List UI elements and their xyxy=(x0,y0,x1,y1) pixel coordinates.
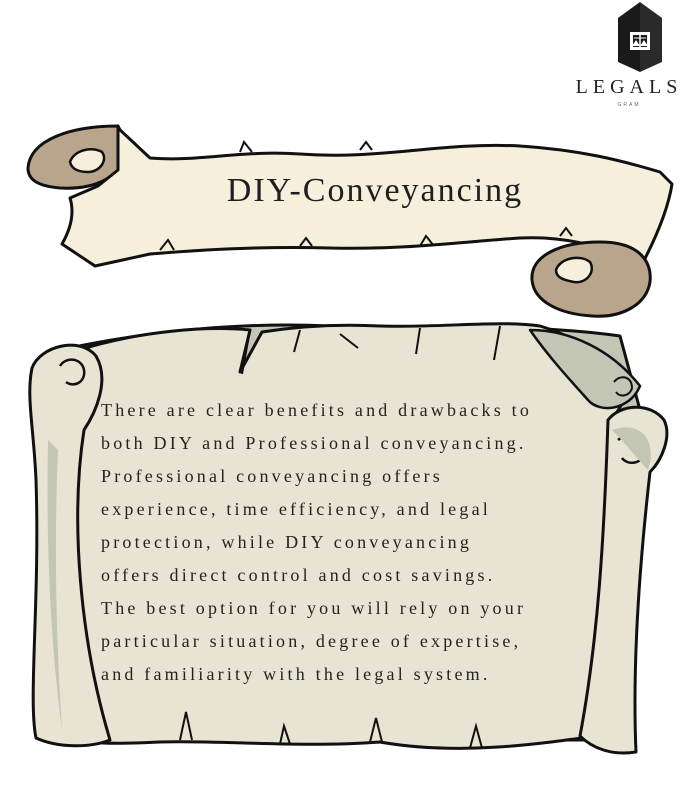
brand-logo[interactable] xyxy=(564,2,694,112)
scroll-text-line: protection, while DIY conveyancing xyxy=(101,532,473,552)
scroll-text-line: both DIY and Professional conveyancing. xyxy=(101,433,527,453)
banner-right-roll-inner xyxy=(556,258,592,282)
scroll-text-line: There are clear benefits and drawbacks to xyxy=(101,400,533,420)
scroll-text-line: particular situation, degree of expertise, xyxy=(101,631,522,651)
logo-subtitle: GRAM xyxy=(617,102,641,108)
scroll-text-line: and familiarity with the legal system. xyxy=(101,664,491,684)
logo-name: LEGALS xyxy=(575,76,683,98)
ribbon-banner xyxy=(28,126,672,316)
banner-title: DIY-Conveyancing xyxy=(226,172,524,209)
scroll-text-line: Professional conveyancing offers xyxy=(101,466,443,486)
scroll-text-line: experience, time efficiency, and legal xyxy=(101,499,491,519)
scroll-text-line: offers direct control and cost savings. xyxy=(101,565,496,585)
scroll-text xyxy=(101,394,601,691)
banner-right-roll xyxy=(532,242,650,316)
scroll-text-line: The best option for you will rely on your xyxy=(101,598,527,618)
